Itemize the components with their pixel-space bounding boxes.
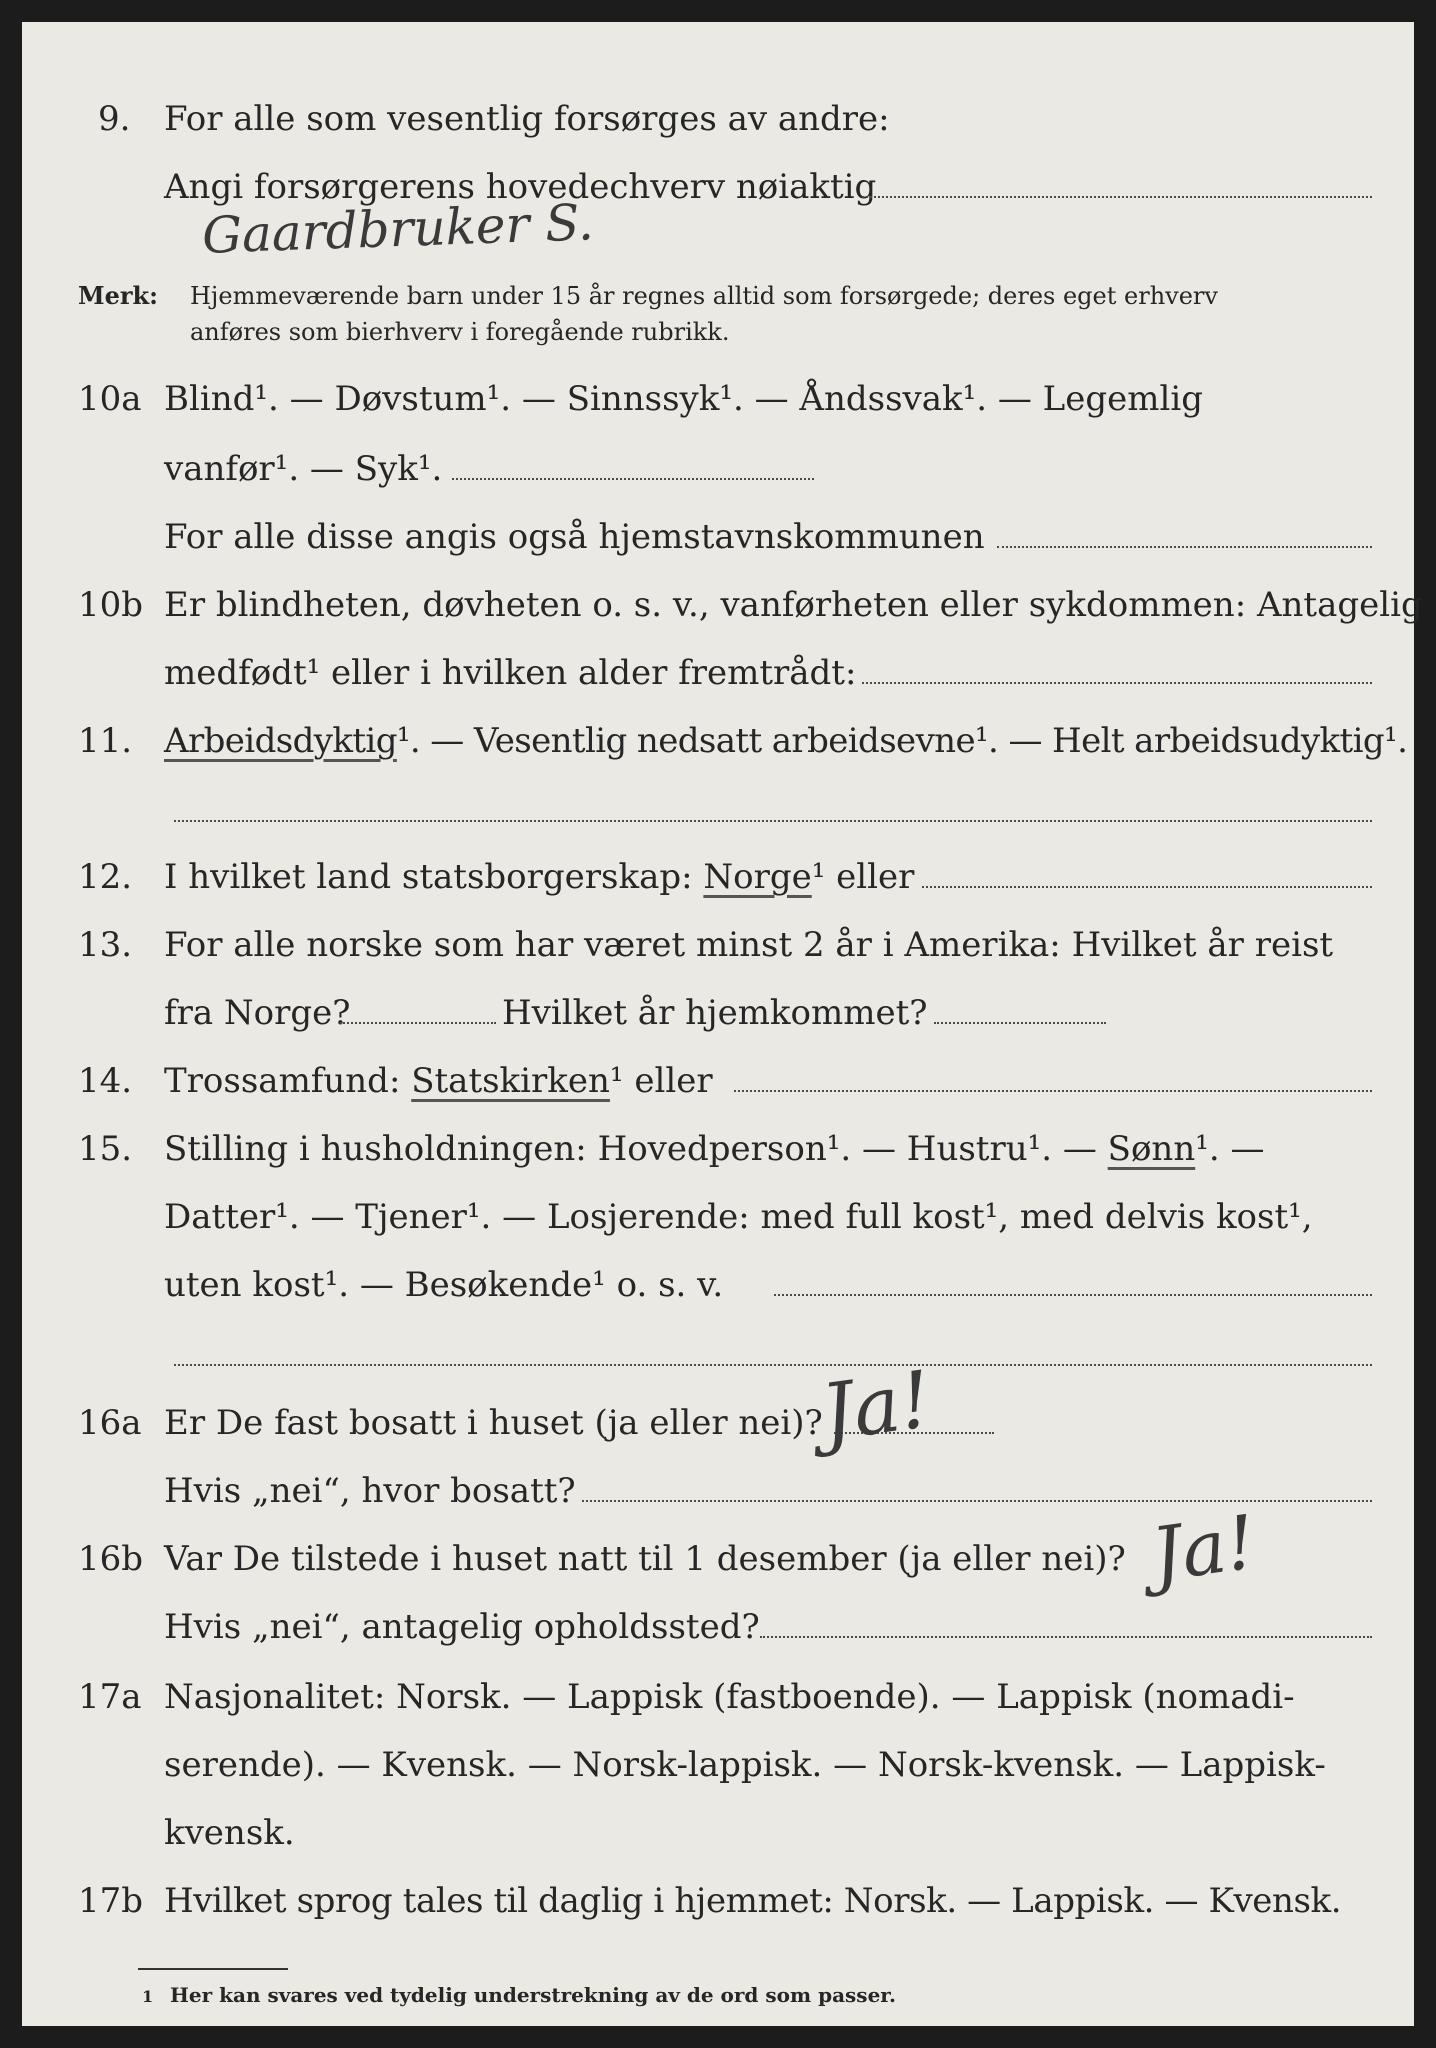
q10a-line3: For alle disse angis også hjemstavnskommunen [164,517,985,557]
q17a-line1: Nasjonalitet: Norsk. — Lappisk (fastboende). — Lappisk (nomadi- [164,1677,1295,1717]
q10a-line2: vanfør¹. — Syk¹. [164,449,443,489]
q12-line1 [164,856,914,898]
q17a-line2: serende). — Kvensk. — Norsk-lappisk. — Norsk-kvensk. — Lappisk- [164,1745,1326,1785]
q13-line1: For alle norske som har været minst 2 år i Amerika: Hvilket år reist [164,925,1334,965]
q13-line2b: Hvilket år hjemkommet? [502,993,928,1033]
merk-line2: anføres som bierhverv i foregående rubrikk. [190,318,730,346]
q10a-line1: Blind¹. — Døvstum¹. — Sinnssyk¹. — Åndssvak¹. — Legemlig [164,379,1203,419]
q14-fill-line [734,1090,1372,1092]
footnote-rule [138,1968,288,1970]
q10b-line1: Er blindheten, døvheten o. s. v., vanførheten eller sykdommen: Antagelig [164,585,1423,625]
q16b-line1: Var De tilstede i huset natt til 1 desember (ja eller nei)? [164,1539,1126,1579]
q16a-fill-line-2 [582,1500,1372,1502]
q15-fill-line-2 [174,1364,1372,1366]
q16b-number: 16b [78,1539,144,1579]
merk-label: Merk: [78,281,158,310]
q12-eller: ¹ eller [811,857,915,897]
q12-norge-underlined: Norge [703,857,812,897]
q11-fill-line [174,820,1372,822]
q9-number: 9. [98,99,131,139]
q16a-line1: Er De fast bosatt i huset (ja eller nei)? [164,1403,823,1443]
q17b-line1: Hvilket sprog tales til daglig i hjemmet: Norsk. — Lappisk. — Kvensk. [164,1881,1342,1921]
q14-number: 14. [78,1061,133,1101]
q16a-number: 16a [78,1403,142,1443]
q13-line2a: fra Norge? [164,993,351,1033]
q14-eller: ¹ eller [609,1061,713,1101]
q11-rest: ¹. — Vesentlig nedsatt arbeidsevne¹. — Helt arbeidsudyktig¹. [396,721,1408,761]
q10a-fill-line-1 [452,478,814,480]
q12-fill-line [922,886,1372,888]
q16b-line2: Hvis „nei“, antagelig opholdssted? [164,1607,760,1647]
q10a-number: 10a [78,379,142,419]
q10b-number: 10b [78,585,144,625]
q15-line1 [164,1128,1264,1170]
q14-statskirken-underlined: Statskirken [411,1061,610,1101]
q14-text: Trossamfund: [164,1061,401,1101]
q17a-number: 17a [78,1677,142,1717]
q15-text-c: ¹. — [1195,1129,1265,1169]
q15-text-a: Stilling i husholdningen: Hovedperson¹. — Hustru¹. — [164,1129,1097,1169]
q15-line3: uten kost¹. — Besøkende¹ o. s. v. [164,1265,724,1305]
q14-line1 [164,1060,713,1102]
q10a-fill-line-2 [997,546,1372,548]
q10b-fill-line [862,682,1372,684]
q9-fill-line [862,196,1372,198]
q11-arbeidsdyktig-underlined: Arbeidsdyktig [164,721,397,761]
census-form-page [22,22,1423,2026]
q13-number: 13. [78,925,133,965]
q16a-handwritten-answer: Ja! [816,1354,937,1460]
q15-sonn-underlined: Sønn [1107,1129,1196,1169]
q16b-fill-line [760,1636,1372,1638]
footnote-text: Her kan svares ved tydelig understrekning av de ord som passer. [170,1983,896,2007]
footnote-mark: 1 [142,1987,154,2006]
q15-number: 15. [78,1129,133,1169]
q15-fill-line-1 [774,1294,1372,1296]
q13-fill-line-1 [340,1022,496,1024]
q17b-number: 17b [78,1881,144,1921]
q12-text: I hvilket land statsborgerskap: [164,857,693,897]
q10b-line2: medfødt¹ eller i hvilken alder fremtrådt: [164,653,857,693]
q9-line2: Angi forsørgerens hovedechverv nøiaktig [164,167,877,207]
q15-line2: Datter¹. — Tjener¹. — Losjerende: med full kost¹, med delvis kost¹, [164,1197,1313,1237]
q9-line1: For alle som vesentlig forsørges av andre: [164,99,890,139]
q11-number: 11. [78,721,133,761]
q17a-line3: kvensk. [164,1813,295,1853]
q9-handwritten-answer: Gaardbruker S. [201,193,595,265]
merk-line1: Hjemmeværende barn under 15 år regnes alltid som forsørgede; deres eget erhverv [190,282,1218,310]
q13-fill-line-2 [934,1022,1106,1024]
q16a-line2: Hvis „nei“, hvor bosatt? [164,1471,576,1511]
q16b-handwritten-answer: Ja! [1146,1499,1262,1599]
q11-line1 [164,720,1407,762]
q12-number: 12. [78,857,133,897]
